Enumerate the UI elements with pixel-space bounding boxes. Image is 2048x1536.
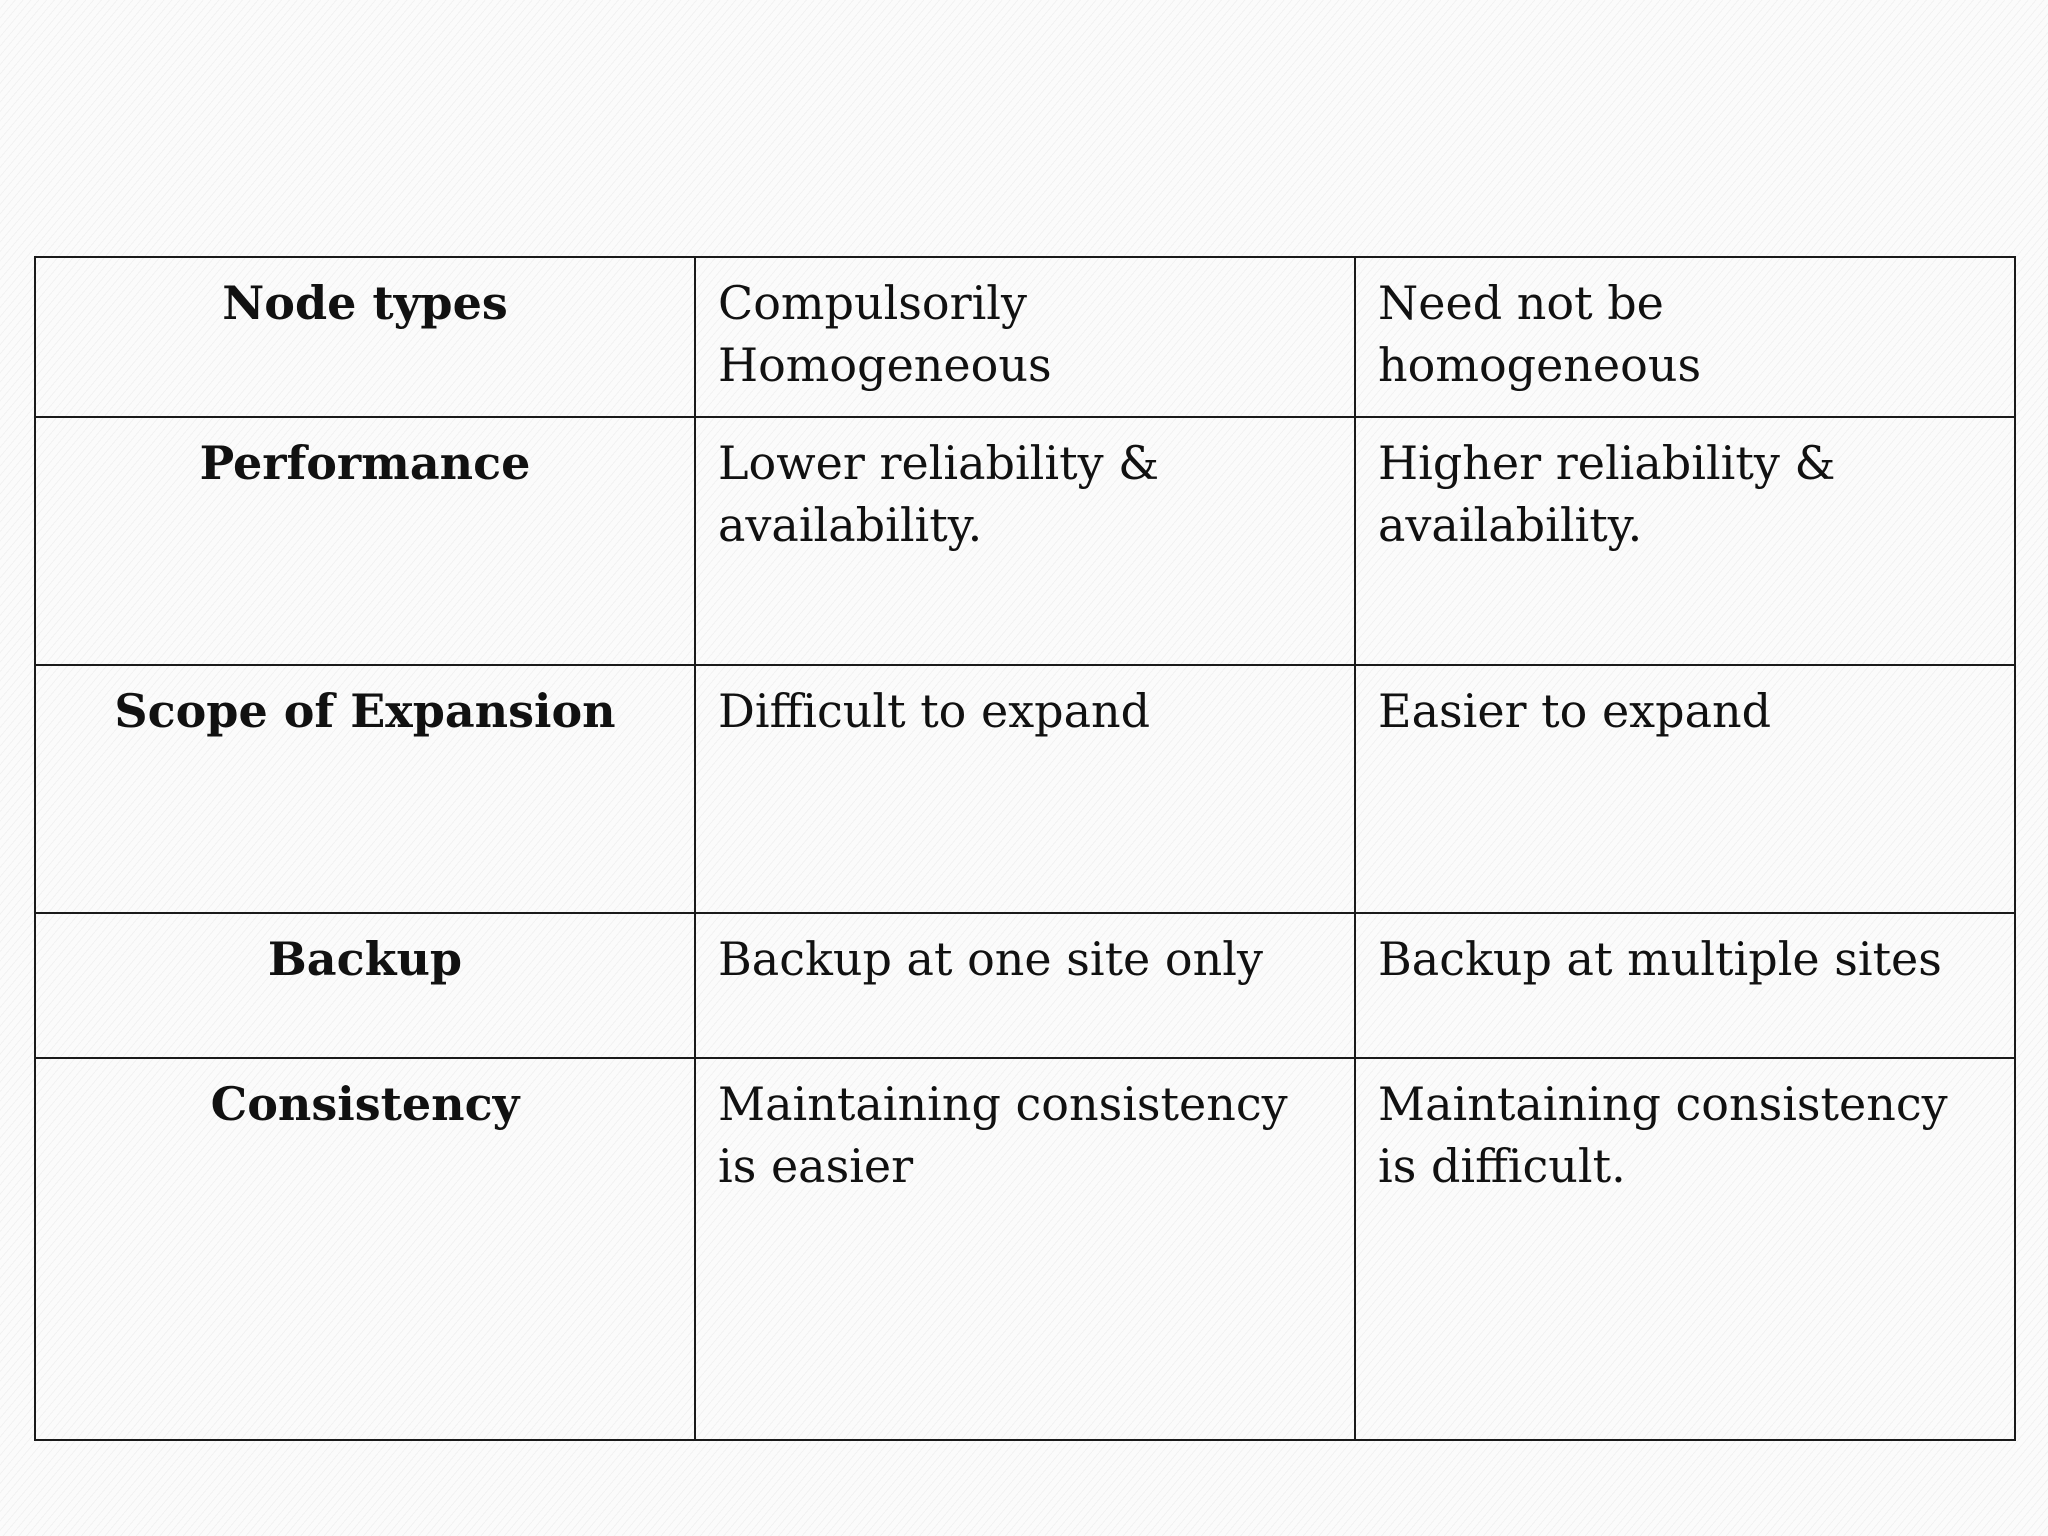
cell-consistency-col2: Maintaining consistency is difficult. — [1355, 1058, 2015, 1440]
row-label-performance: Performance — [35, 417, 695, 665]
cell-backup-col2: Backup at multiple sites — [1355, 913, 2015, 1058]
cell-node-types-col2: Need not be homogeneous — [1355, 257, 2015, 417]
cell-consistency-col1: Maintaining consistency is easier — [695, 1058, 1355, 1440]
table-row — [35, 1058, 2015, 1440]
row-label-backup: Backup — [35, 913, 695, 1058]
cell-scope-of-expansion-col1: Difficult to expand — [695, 665, 1355, 913]
cell-performance-col1: Lower reliability & availability. — [695, 417, 1355, 665]
table-row — [35, 417, 2015, 665]
table-row — [35, 257, 2015, 417]
cell-backup-col1: Backup at one site only — [695, 913, 1355, 1058]
cell-node-types-col1: Compulsorily Homogeneous — [695, 257, 1355, 417]
table-row — [35, 665, 2015, 913]
cell-performance-col2: Higher reliability & availability. — [1355, 417, 2015, 665]
cell-scope-of-expansion-col2: Easier to expand — [1355, 665, 2015, 913]
comparison-table — [34, 256, 2016, 1441]
row-label-scope-of-expansion: Scope of Expansion — [35, 665, 695, 913]
row-label-node-types: Node types — [35, 257, 695, 417]
table-row — [35, 913, 2015, 1058]
row-label-consistency: Consistency — [35, 1058, 695, 1440]
